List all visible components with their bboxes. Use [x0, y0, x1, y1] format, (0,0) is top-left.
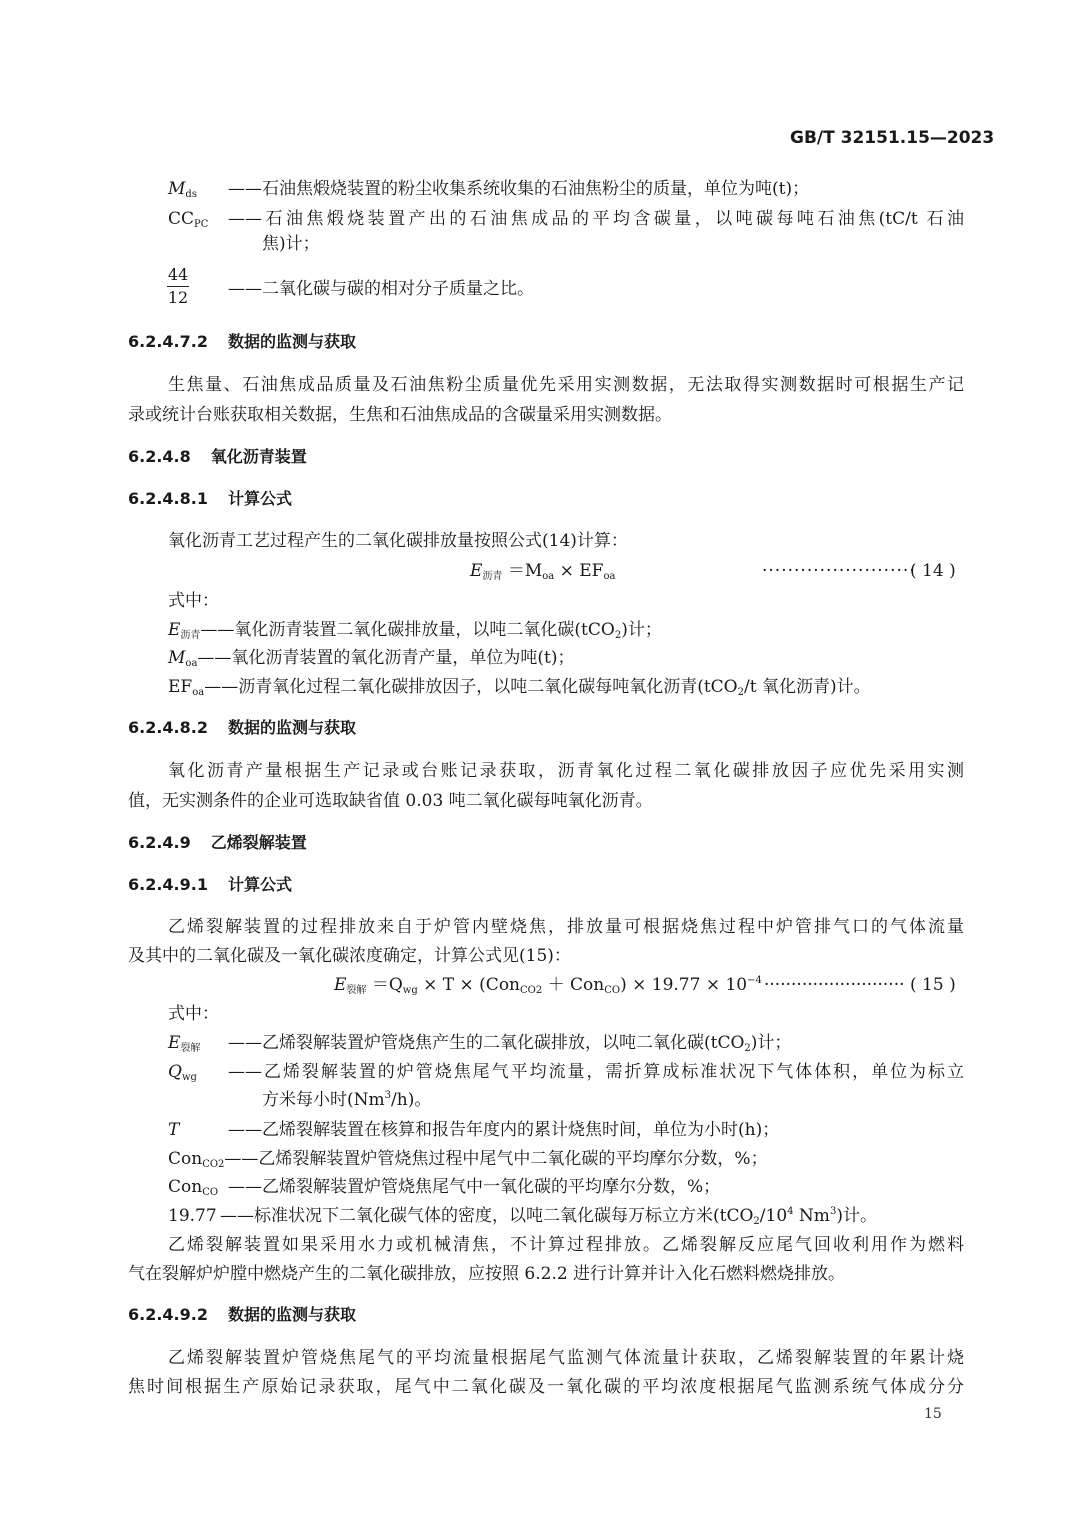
note-62491-line2: 气在裂解炉炉膛中燃烧产生的二氧化碳排放，应按照 6.2.2 进行计算并计入化石燃料燃烧排放。 [128, 1264, 846, 1284]
def-m-asphalt: $M_{oa}——$氧化沥青装置的氧化沥青产量，单位为吨(t)； [168, 648, 575, 669]
section-heading-6248: 6.2.4.8 氧化沥青装置 [128, 447, 307, 466]
def-conco2: Con$_{CO2}$——乙烯裂解装置炉管烧焦过程中尾气中二氧化碳的平均摩尔分数，%； [168, 1149, 768, 1170]
formula-15: $E_{裂解} =Q_{wg} \times T \times (Con_{CO2} + Con_{CO}) \times 19.77 \times 10^{-4}$ [334, 975, 762, 996]
para-62472-line2: 录或统计台账获取相关数据，生焦和石油焦成品的含碳量采用实测数据。 [128, 405, 672, 425]
ratio-denominator: 12 [167, 288, 189, 307]
def-ccpc-desc-line2: 焦)计； [262, 234, 320, 254]
def-1977-symbol: 19.77 [168, 1206, 217, 1226]
def-q-desc-line1: ——乙烯裂解装置的炉管烧焦尾气平均流量，需折算成标准状况下气体体积，单位为标立 [228, 1062, 964, 1082]
page-number: 15 [924, 1406, 942, 1422]
def-conco-symbol: Con$_{CO}$ [168, 1177, 219, 1198]
def-ccpc-symbol: $CC_{PC}$ [168, 209, 209, 230]
def-t-symbol: T [168, 1120, 180, 1140]
section-heading-6249: 6.2.4.9 乙烯裂解装置 [128, 833, 307, 852]
para-62482-line2: 值，无实测条件的企业可选取缺省值 0.03 吨二氧化碳每吨氧化沥青。 [128, 791, 653, 811]
para-62472-line1: 生焦量、石油焦成品质量及石油焦粉尘质量优先采用实测数据，无法取得实测数据时可根据生产记 [168, 375, 964, 395]
formula-15-leader-dots: ·························· [764, 975, 905, 995]
formula-14-number: ( 14 ) [910, 561, 956, 581]
para-62492-line2: 焦时间根据生产原始记录获取，尾气中二氧化碳及一氧化碳的平均浓度根据尾气监测系统气体成分分 [128, 1377, 964, 1397]
def-mds-desc: ——石油焦煅烧装置的粉尘收集系统收集的石油焦粉尘的质量，单位为吨(t)； [228, 179, 810, 199]
para-62492-line1: 乙烯裂解装置炉管烧焦尾气的平均流量根据尾气监测气体流量计获取，乙烯裂解装置的年累计烧 [168, 1348, 964, 1368]
section-heading-62481: 6.2.4.8.1 计算公式 [128, 489, 292, 508]
section-heading-62492: 6.2.4.9.2 数据的监测与获取 [128, 1305, 356, 1324]
def-q-desc-line2: 方米每小时(Nm$^3$/h)。 [262, 1090, 432, 1110]
formula-14-leader-dots: ························ [762, 561, 916, 581]
def-t-desc: ——乙烯裂解装置在核算和报告年度内的累计烧焦时间，单位为小时(h)； [228, 1120, 780, 1140]
def-ef-asphalt: $EF_{oa}——$沥青氧化过程二氧化碳排放因子，以吨二氧化碳每吨氧化沥青(tCO$_2$/t 氧化沥青)计。 [168, 677, 871, 698]
para-62482-line1: 氧化沥青产量根据生产记录或台账记录获取，沥青氧化过程二氧化碳排放因子应优先采用实测 [168, 761, 964, 781]
def-e-cracking-symbol: $E_{裂解}$ [168, 1033, 201, 1054]
formula-15-number: ( 15 ) [910, 975, 956, 995]
def-ccpc-desc-line1: ——石油焦煅烧装置产出的石油焦成品的平均含碳量，以吨碳每吨石油焦(tC/t 石油 [228, 209, 964, 229]
para-62491-line1: 乙烯裂解装置的过程排放来自于炉管内壁烧焦，排放量可根据烧焦过程中炉管排气口的气体流量 [168, 917, 964, 937]
para-62481-intro: 氧化沥青工艺过程产生的二氧化碳排放量按照公式(14)计算： [168, 531, 628, 551]
section-heading-62482: 6.2.4.8.2 数据的监测与获取 [128, 718, 356, 737]
def-e-cracking-desc: ——乙烯裂解装置炉管烧焦产生的二氧化碳排放，以吨二氧化碳(tCO$_2$)计； [228, 1033, 792, 1054]
where-label-14: 式中： [168, 591, 219, 611]
standard-number: GB/T 32151.15—2023 [790, 128, 995, 148]
ratio-numerator: 44 [167, 265, 189, 284]
formula-14: $E_{沥青} =M_{oa} \times EF_{oa}$ [470, 561, 616, 582]
def-e-asphalt: $E_{沥青}——$氧化沥青装置二氧化碳排放量，以吨二氧化碳(tCO$_2$)计； [168, 620, 662, 641]
section-heading-62472: 6.2.4.7.2 数据的监测与获取 [128, 332, 356, 351]
section-heading-62491: 6.2.4.9.1 计算公式 [128, 875, 292, 894]
where-label-15: 式中： [168, 1004, 219, 1024]
ratio-fraction [166, 265, 190, 308]
def-conco-desc: ——乙烯裂解装置炉管烧焦尾气中一氧化碳的平均摩尔分数，%； [228, 1177, 721, 1197]
def-ratio-desc: ——二氧化碳与碳的相对分子质量之比。 [228, 279, 534, 299]
def-1977-desc: ——标准状况下二氧化碳气体的密度，以吨二氧化碳每万标立方米($tCO_2/10^4$ Nm$^3$)计。 [220, 1206, 877, 1227]
para-62491-line2: 及其中的二氧化碳及一氧化碳浓度确定，计算公式见(15)： [128, 946, 571, 966]
note-62491-line1: 乙烯裂解装置如果采用水力或机械清焦，不计算过程排放。乙烯裂解反应尾气回收利用作为燃料 [168, 1235, 964, 1255]
def-mds-symbol: $M_{ds}$ [168, 179, 197, 200]
def-q-symbol: $Q_{wg}$ [168, 1062, 197, 1083]
